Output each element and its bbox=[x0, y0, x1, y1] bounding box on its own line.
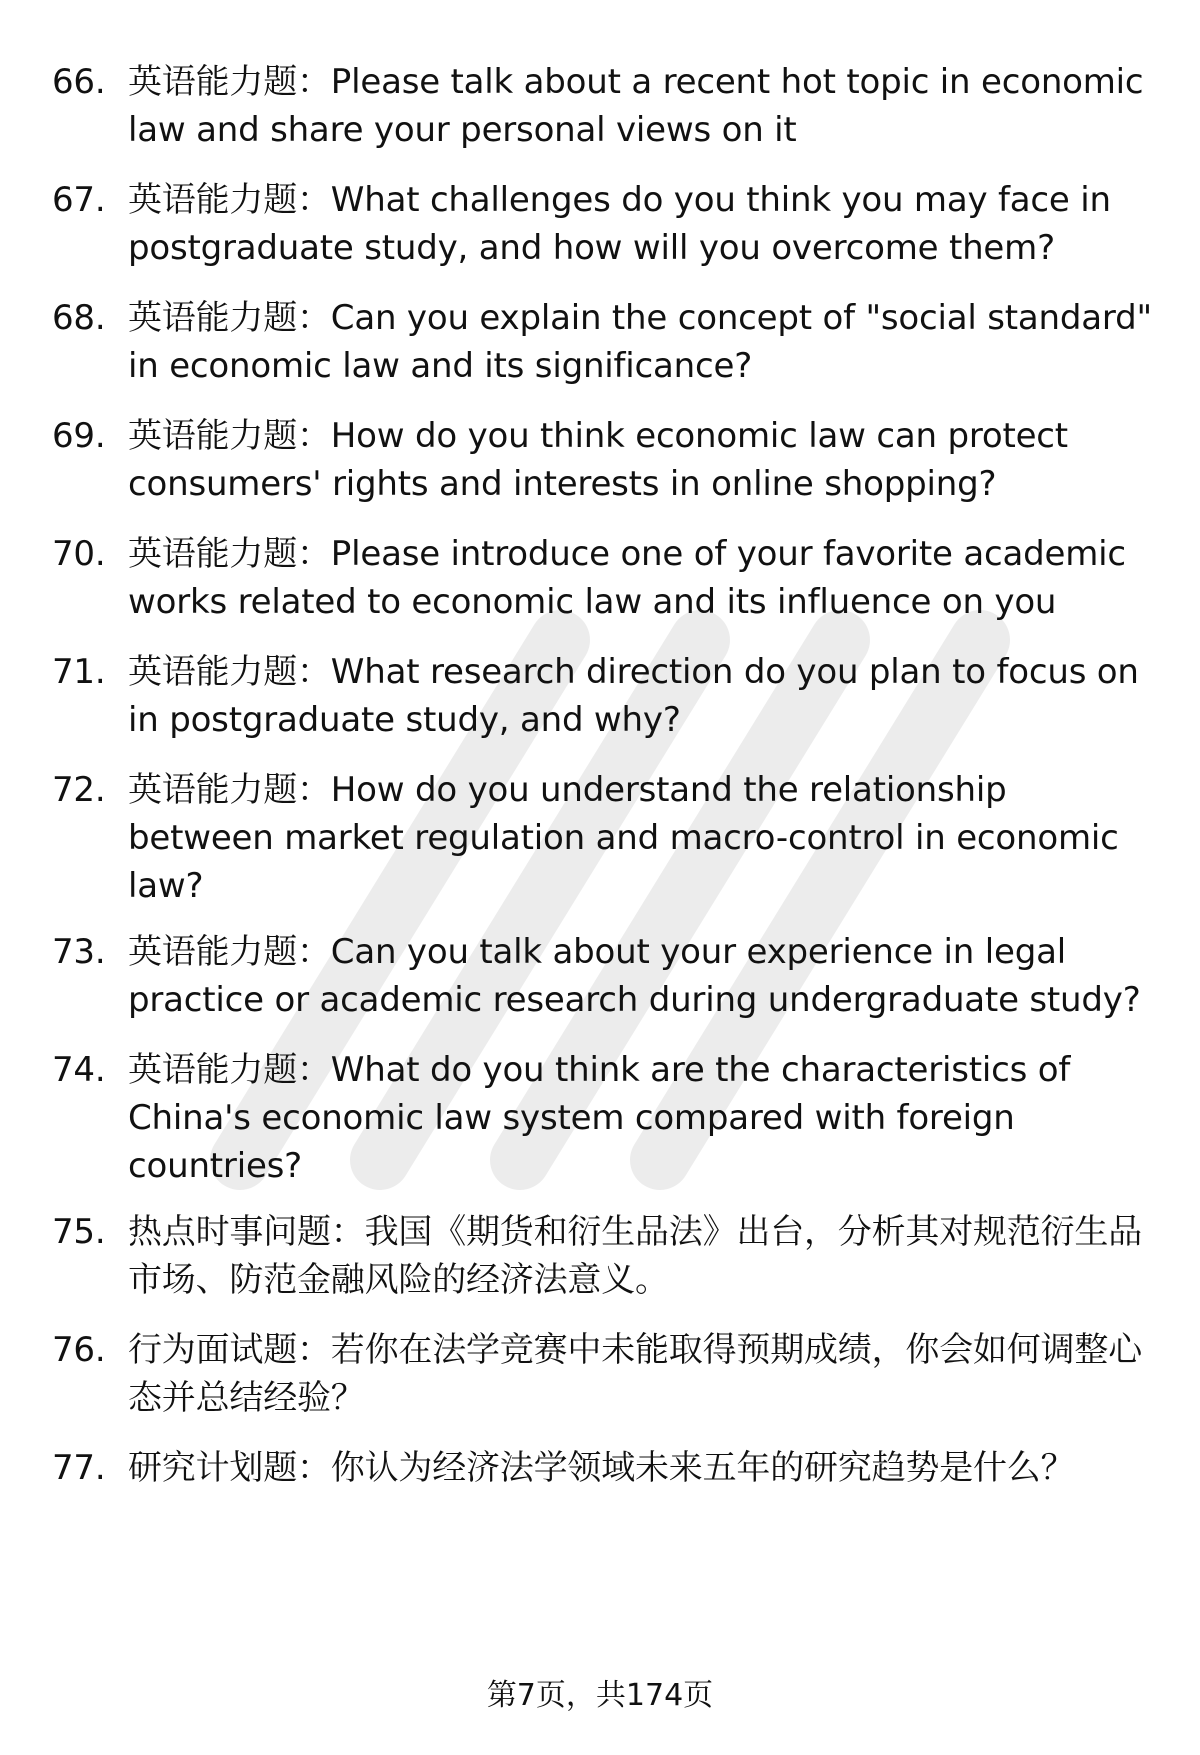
question-text: 英语能力题：Please introduce one of your favorite academic works related to economic law and its influence on you bbox=[128, 534, 1126, 622]
question-item-75 bbox=[52, 1208, 1162, 1304]
question-number: 68. bbox=[52, 298, 106, 338]
question-text: 英语能力题：What do you think are the characteristics of China's economic law system compared with foreign countries? bbox=[128, 1050, 1071, 1186]
question-item-76 bbox=[52, 1326, 1162, 1422]
question-text: 英语能力题：Can you talk about your experience in legal practice or academic research during undergraduate study? bbox=[128, 932, 1141, 1020]
question-item-71 bbox=[52, 648, 1162, 744]
question-number: 69. bbox=[52, 416, 106, 456]
question-text: 英语能力题：What research direction do you plan to focus on in postgraduate study, and why? bbox=[128, 652, 1139, 740]
question-item-66 bbox=[52, 58, 1162, 154]
question-text: 英语能力题：What challenges do you think you may face in postgraduate study, and how will you overcome them? bbox=[128, 180, 1111, 268]
question-number: 76. bbox=[52, 1330, 106, 1370]
question-item-74 bbox=[52, 1046, 1162, 1190]
question-number: 74. bbox=[52, 1050, 106, 1090]
question-item-67 bbox=[52, 176, 1162, 272]
question-text: 热点时事问题：我国《期货和衍生品法》出台，分析其对规范衍生品市场、防范金融风险的经济法意义。 bbox=[128, 1212, 1142, 1300]
question-text: 英语能力题：Can you explain the concept of "social standard" in economic law and its significance? bbox=[128, 298, 1152, 386]
question-number: 75. bbox=[52, 1212, 106, 1252]
question-number: 71. bbox=[52, 652, 106, 692]
question-item-69 bbox=[52, 412, 1162, 508]
question-number: 66. bbox=[52, 62, 106, 102]
question-number: 72. bbox=[52, 770, 106, 810]
question-item-72 bbox=[52, 766, 1162, 910]
question-text: 英语能力题：How do you think economic law can protect consumers' rights and interests in online shopping? bbox=[128, 416, 1068, 504]
page-footer: 第7页，共174页 bbox=[486, 1678, 714, 1713]
question-number: 73. bbox=[52, 932, 106, 972]
question-item-77 bbox=[52, 1444, 1162, 1492]
question-item-70 bbox=[52, 530, 1162, 626]
question-number: 77. bbox=[52, 1448, 106, 1488]
question-number: 67. bbox=[52, 180, 106, 220]
question-text: 英语能力题：Please talk about a recent hot topic in economic law and share your personal views on it bbox=[128, 62, 1144, 150]
question-number: 70. bbox=[52, 534, 106, 574]
question-item-73 bbox=[52, 928, 1162, 1024]
question-text: 英语能力题：How do you understand the relationship between market regulation and macro-control in economic law? bbox=[128, 770, 1119, 906]
question-item-68 bbox=[52, 294, 1162, 390]
question-text: 行为面试题：若你在法学竞赛中未能取得预期成绩，你会如何调整心态并总结经验？ bbox=[128, 1330, 1142, 1418]
question-text: 研究计划题：你认为经济法学领域未来五年的研究趋势是什么？ bbox=[128, 1448, 1075, 1488]
